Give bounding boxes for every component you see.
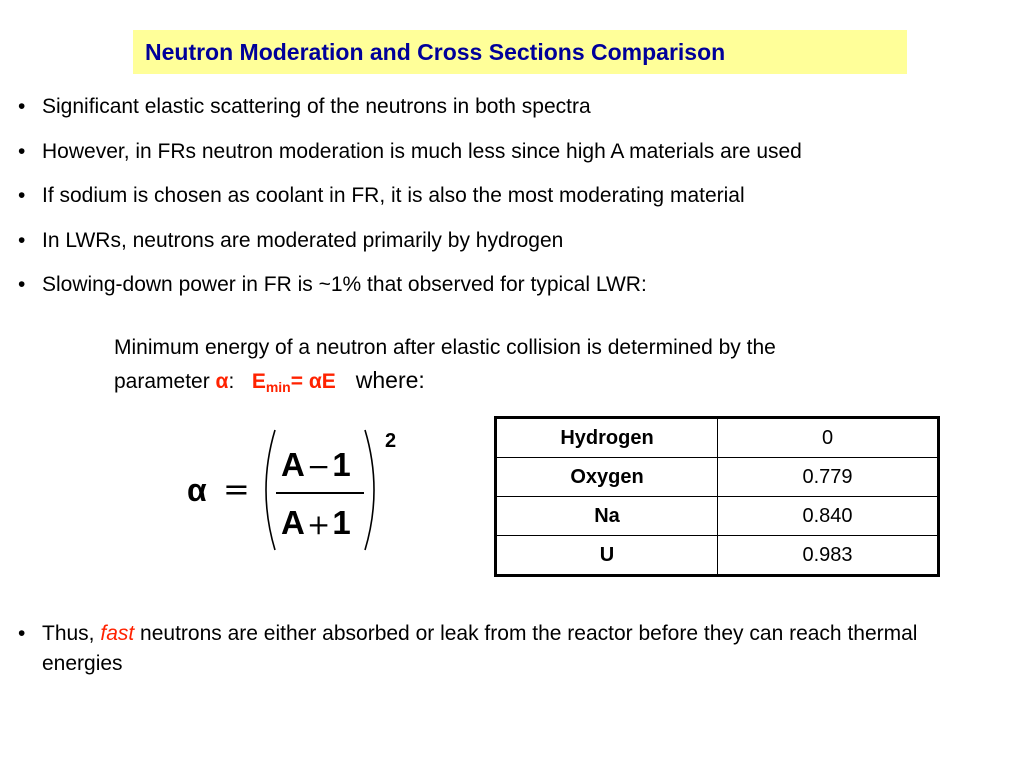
final-bullet-text bbox=[42, 619, 992, 679]
slide-title: Neutron Moderation and Cross Sections Comparison bbox=[145, 39, 726, 65]
formula-denominator bbox=[281, 504, 351, 542]
alpha-formula bbox=[183, 426, 413, 556]
alpha-cell: 0.983 bbox=[718, 536, 939, 576]
denominator-operator: + bbox=[306, 508, 331, 541]
final-prefix: Thus, bbox=[42, 622, 101, 645]
alpha-values-table bbox=[494, 416, 940, 577]
alpha-cell: 0.840 bbox=[718, 497, 939, 536]
bullet-marker: • bbox=[18, 184, 26, 207]
emin-rest: = αE bbox=[290, 370, 336, 393]
emin-base: E bbox=[251, 370, 266, 393]
bullet-marker: • bbox=[18, 622, 26, 645]
formula-equals: = bbox=[223, 470, 250, 508]
title-banner bbox=[133, 30, 907, 74]
emin-equation bbox=[252, 370, 336, 393]
bullet-marker: • bbox=[18, 140, 26, 163]
paragraph-line-2 bbox=[114, 364, 974, 403]
left-paren-icon bbox=[255, 428, 277, 552]
table-row bbox=[496, 458, 939, 497]
denominator-one: 1 bbox=[332, 504, 351, 541]
bullet-text: Slowing-down power in FR is ~1% that observed for typical LWR: bbox=[42, 273, 647, 296]
alpha-cell: 0 bbox=[718, 418, 939, 458]
fast-emphasis: fast bbox=[100, 622, 135, 645]
final-suffix: neutrons are either absorbed or leak from the reactor before they can reach thermal energies bbox=[42, 622, 918, 675]
bullet-text: If sodium is chosen as coolant in FR, it is also the most moderating material bbox=[42, 184, 745, 207]
alpha-definition-paragraph bbox=[114, 332, 974, 403]
where-label: where: bbox=[355, 367, 425, 393]
emin-subscript: min bbox=[265, 379, 291, 395]
numerator-a: A bbox=[281, 446, 305, 483]
alpha-symbol: α bbox=[215, 370, 229, 393]
denominator-a: A bbox=[281, 504, 305, 541]
bullet-text: Significant elastic scattering of the neutrons in both spectra bbox=[42, 95, 591, 118]
table-row bbox=[496, 536, 939, 576]
paragraph-prefix: parameter bbox=[114, 370, 216, 393]
bullet-marker: • bbox=[18, 95, 26, 118]
element-cell: Hydrogen bbox=[496, 418, 718, 458]
element-cell: Oxygen bbox=[496, 458, 718, 497]
numerator-one: 1 bbox=[332, 446, 351, 483]
colon: : bbox=[228, 370, 235, 393]
bullet-text: In LWRs, neutrons are moderated primarily by hydrogen bbox=[42, 229, 564, 252]
formula-numerator bbox=[281, 446, 351, 484]
alpha-cell: 0.779 bbox=[718, 458, 939, 497]
table-row bbox=[496, 497, 939, 536]
right-paren-icon bbox=[363, 428, 385, 552]
fraction-bar bbox=[276, 492, 364, 494]
table-row bbox=[496, 418, 939, 458]
numerator-operator: − bbox=[306, 450, 331, 483]
bullet-marker: • bbox=[18, 229, 26, 252]
paragraph-line-1: Minimum energy of a neutron after elastic collision is determined by the bbox=[114, 336, 776, 359]
bullet-text: However, in FRs neutron moderation is much less since high A materials are used bbox=[42, 140, 802, 163]
formula-exponent: 2 bbox=[385, 430, 397, 452]
element-cell: U bbox=[496, 536, 718, 576]
element-cell: Na bbox=[496, 497, 718, 536]
bullet-marker: • bbox=[18, 273, 26, 296]
formula-alpha: α bbox=[187, 472, 207, 508]
